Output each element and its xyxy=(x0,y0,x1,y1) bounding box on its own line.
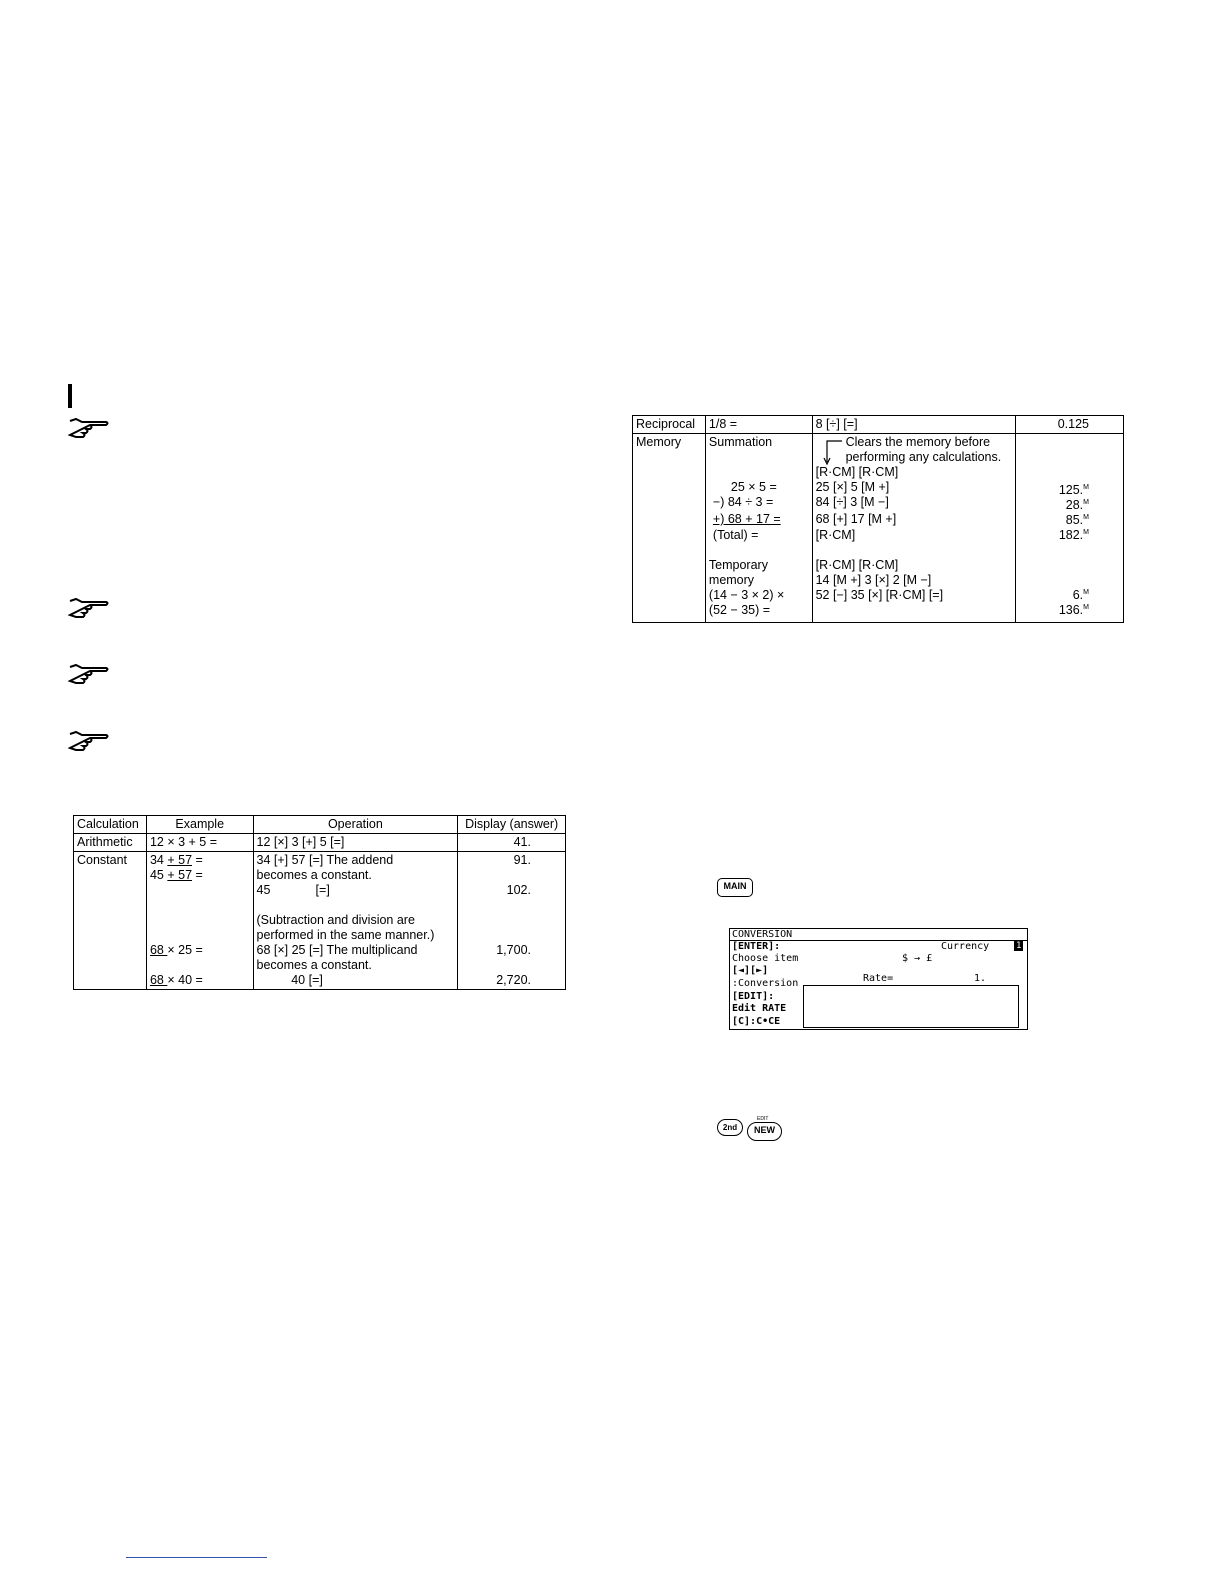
second-key[interactable]: 2nd xyxy=(717,1119,743,1136)
display-cell: 41. xyxy=(458,834,566,852)
reciprocal-memory-table xyxy=(632,415,1124,623)
calculation-examples-table xyxy=(73,815,566,990)
calc-cell: Reciprocal xyxy=(633,416,706,434)
down-arrow-icon xyxy=(823,438,843,466)
lcd-enter: [ENTER]: xyxy=(732,941,781,952)
lcd-rate-box xyxy=(803,985,1019,1028)
pointing-hand-icon xyxy=(68,729,110,755)
section-marker-bar xyxy=(68,384,72,408)
header-example: Example xyxy=(146,816,253,834)
main-key[interactable]: MAIN xyxy=(717,878,753,897)
display-cell: 125.$^M$ 28.$^M$ 85.$^M$ 182.$^M$ 6.$^M$ 136.$^M$ xyxy=(1016,434,1124,623)
lcd-page-indicator: 1 xyxy=(1016,941,1022,951)
footer-link-underline xyxy=(126,1557,267,1558)
example-cell: 12 × 3 + 5 = xyxy=(146,834,253,852)
calc-cell: Memory xyxy=(633,434,706,623)
pointing-hand-icon xyxy=(68,416,110,442)
operation-cell: Clears the memory before performing any calculations. [R·CM] [R·CM] 25 [×] 5 [M +] 84 [÷] 3 [M −] 68 [+] 17 [M +] [R·CM] [R·CM] [R·CM] 14 [M +] 3 [×] 2 [M −] 52 [−] 35 [×] [R·CM] [=] xyxy=(812,434,1016,623)
display-cell: 91. 102. 1,700. 2,720. xyxy=(458,852,566,990)
lcd-title: CONVERSION xyxy=(732,929,793,940)
lcd-arrow-item: $ → £ xyxy=(902,953,933,964)
table-row xyxy=(74,852,566,990)
pointing-hand-icon xyxy=(68,596,110,622)
calc-cell: Arithmetic xyxy=(74,834,147,852)
lcd-c-key: [C]:C•CE xyxy=(732,1016,781,1027)
new-key[interactable]: NEW xyxy=(747,1122,782,1141)
calc-cell: Constant xyxy=(74,852,147,990)
lcd-conversion: :Conversion xyxy=(732,978,799,989)
operation-cell: 34 [+] 57 [=] The addend becomes a constant. 45 [=] (Subtraction and division are performed in the same manner.) 68 [×] 25 [=] The multiplicand becomes a constant. 40 [=] xyxy=(253,852,458,990)
pointing-hand-icon xyxy=(68,662,110,688)
header-calculation: Calculation xyxy=(74,816,147,834)
new-key-edit-label: EDIT xyxy=(757,1116,769,1122)
operation-cell: 12 [×] 3 [+] 5 [=] xyxy=(253,834,458,852)
header-operation: Operation xyxy=(253,816,458,834)
table-row xyxy=(633,434,1124,623)
example-cell: 34 + 57 = 45 + 57 = 68 × 25 = 68 × 40 = xyxy=(146,852,253,990)
lcd-rate-value: 1. xyxy=(974,973,987,984)
lcd-nav: [◄][►] xyxy=(732,965,769,976)
lcd-conversion-screen xyxy=(729,928,1028,1030)
lcd-edit-rate: Edit RATE xyxy=(732,1003,787,1014)
operation-cell: 8 [÷] [=] xyxy=(812,416,1016,434)
example-cell: 1/8 = xyxy=(705,416,812,434)
lcd-rate-label: Rate= xyxy=(863,973,894,984)
lcd-choose: Choose item xyxy=(732,953,799,964)
display-cell: 0.125 xyxy=(1016,416,1124,434)
table-row xyxy=(74,834,566,852)
example-cell: Summation 25 × 5 = −) 84 ÷ 3 = +) 68 + 17 = (Total) = Temporary memory (14 − 3 × 2) × (52 − 35) = xyxy=(705,434,812,623)
lcd-edit: [EDIT]: xyxy=(732,991,775,1002)
table-row xyxy=(633,416,1124,434)
lcd-currency: Currency xyxy=(941,941,990,952)
header-display: Display (answer) xyxy=(458,816,566,834)
table-header-row xyxy=(74,816,566,834)
